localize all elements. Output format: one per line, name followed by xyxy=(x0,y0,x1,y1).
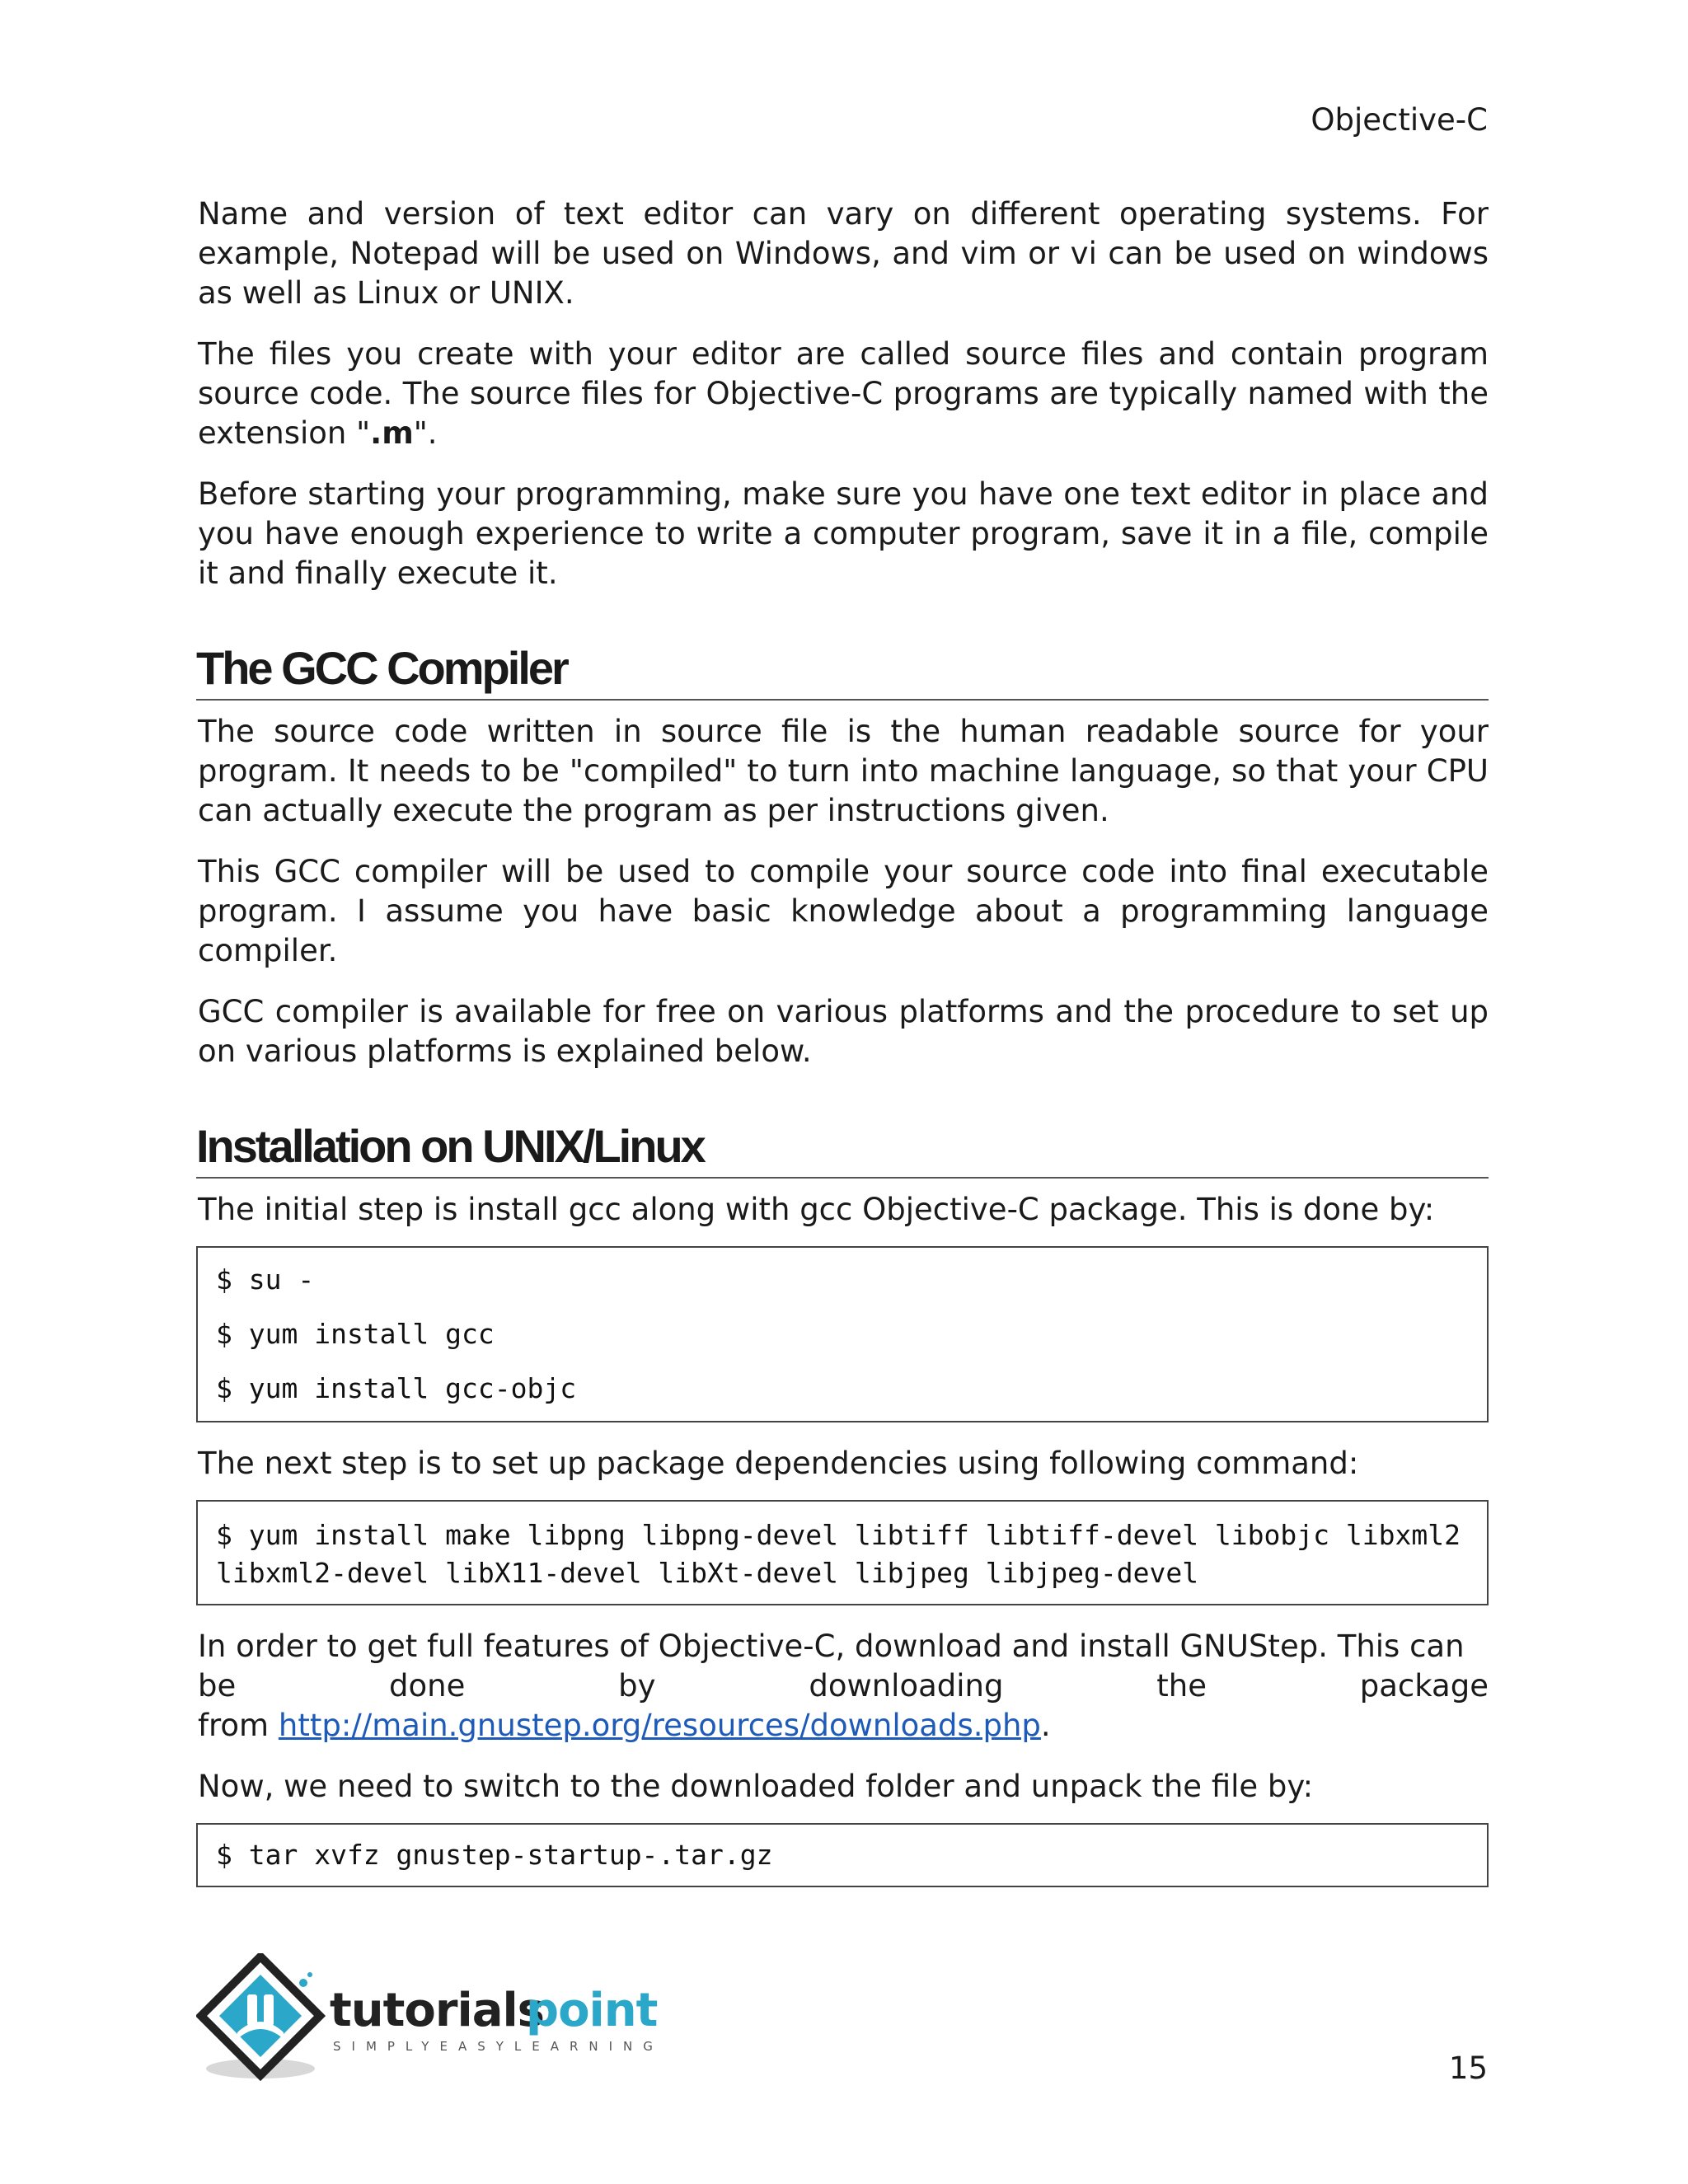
logo-graphic xyxy=(196,1953,658,2085)
code-block-dependencies xyxy=(196,1500,1489,1605)
intro-paragraph-3: Before starting your programming, make sure you have one text editor in place and you have enough experience to write a computer program, save it in a file, compile it and finally execute it. xyxy=(198,476,1489,591)
install-paragraph-4: Now, we need to switch to the downloaded folder and unpack the file by: xyxy=(198,1769,1314,1804)
gcc-paragraph-2: This GCC compiler will be used to compile your source code into final executable program. I assume you have basic knowledge about a programming language compiler. xyxy=(198,854,1489,968)
install-paragraph-2: The next step is to set up package dependencies using following command: xyxy=(198,1446,1359,1481)
page-content xyxy=(198,194,1489,1909)
intro-paragraph-2-text: The files you create with your editor are called source files and contain program source code. The source files for Objective-C programs are typically named with the extension " xyxy=(198,336,1489,451)
file-extension: .m xyxy=(370,415,414,451)
logo-text-tutorials: tutorials xyxy=(330,1984,545,2037)
code-block-install-gcc xyxy=(196,1246,1489,1422)
install-paragraph-3-line-1: In order to get full features of Objective-C, download and install GNUStep. This can xyxy=(198,1629,1465,1664)
section-heading-install: Installation on UNIX/Linux xyxy=(196,1119,1489,1179)
install-paragraph-1: The initial step is install gcc along with gcc Objective-C package. This is done by: xyxy=(198,1192,1435,1227)
gcc-paragraph-1: The source code written in source file is the human readable source for your program. It needs to be "compiled" to turn into machine language, so that your CPU can actually execute the program as per instructions given. xyxy=(198,714,1489,828)
word: by xyxy=(618,1668,656,1704)
install-paragraph-3 xyxy=(198,1627,1489,1746)
code-line: $ su - xyxy=(216,1263,315,1296)
logo-text-point: point xyxy=(526,1984,658,2037)
word: the xyxy=(1156,1668,1207,1704)
install-paragraph-3-line-3 xyxy=(198,1706,1489,1746)
section-heading-gcc: The GCC Compiler xyxy=(196,641,1489,701)
code-line: $ tar xvfz gnustep-startup-.tar.gz xyxy=(216,1839,773,1871)
code-line: $ yum install make libpng libpng-devel libtiff libtiff-devel libobjc libxml2 libxml2-devel libX11-devel libXt-devel libjpeg libjpeg-devel xyxy=(216,1519,1477,1589)
code-line: $ yum install gcc xyxy=(216,1318,495,1350)
running-header: Objective-C xyxy=(1311,102,1488,138)
intro-paragraph-2-end: ". xyxy=(413,415,438,451)
logo-tagline: SIMPLYEASYLEARNING xyxy=(333,2039,658,2054)
intro-paragraph-2 xyxy=(198,335,1489,453)
word: done xyxy=(389,1668,466,1704)
page-number: 15 xyxy=(1448,2050,1488,2086)
sentence-period: . xyxy=(1040,1708,1051,1743)
gcc-paragraph-3: GCC compiler is available for free on various platforms and the procedure to set up on various platforms is explained below. xyxy=(198,994,1489,1069)
gnustep-download-link[interactable]: http://main.gnustep.org/resources/downloads.php xyxy=(278,1708,1041,1743)
word: be xyxy=(198,1668,237,1704)
from-text: from xyxy=(198,1708,279,1743)
code-block-unpack xyxy=(196,1823,1489,1887)
install-paragraph-3-line-2 xyxy=(198,1666,1489,1706)
word: downloading xyxy=(809,1668,1004,1704)
tutorialspoint-logo xyxy=(196,1953,658,2085)
code-line: $ yum install gcc-objc xyxy=(216,1372,577,1404)
word: package xyxy=(1359,1668,1489,1704)
intro-paragraph-1: Name and version of text editor can vary on different operating systems. For example, Notepad will be used on Windows, and vim or vi can be used on windows as well as Linux or UNIX. xyxy=(198,196,1489,311)
